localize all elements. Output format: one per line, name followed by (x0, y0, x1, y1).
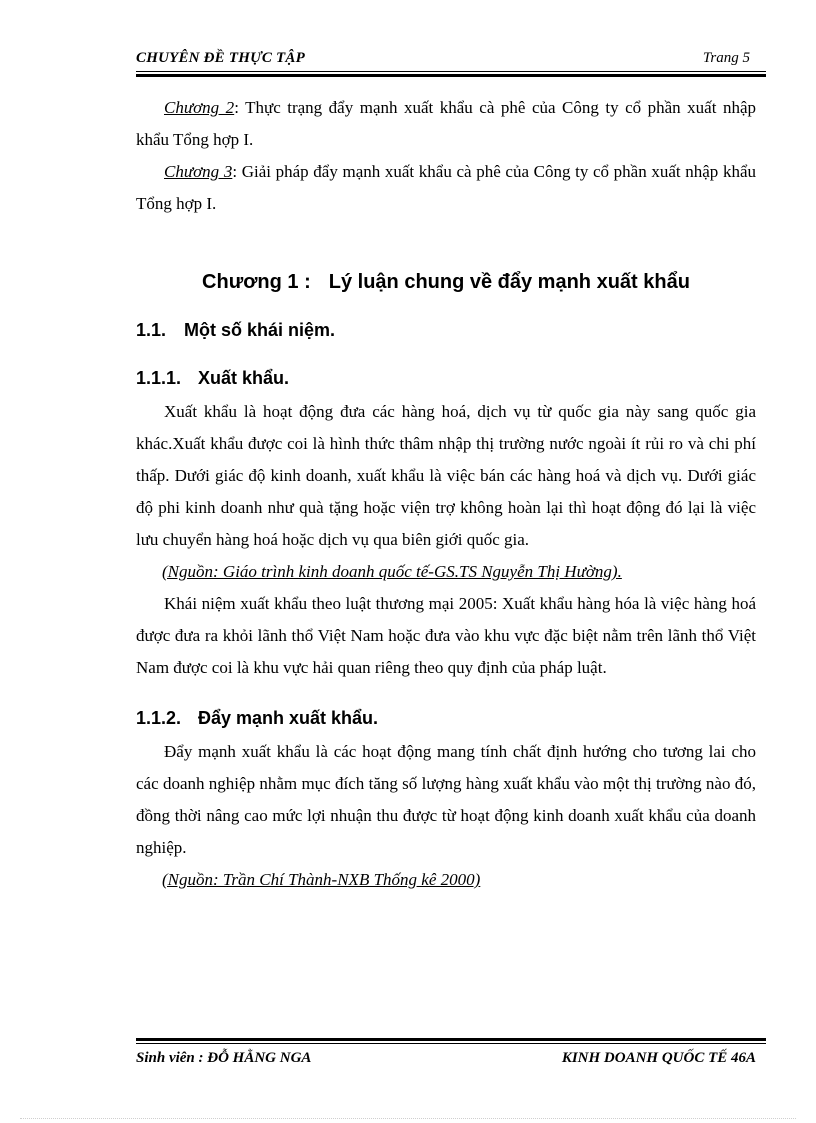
section-1-1-2-number: 1.1.2. (136, 708, 182, 728)
export-promotion-paragraph: Đẩy mạnh xuất khẩu là các hoạt động mang tính chất định hướng cho tương lai cho các doanh nghiệp nhằm mục đích tăng số lượng hàng xuất khẩu vào một thị trường nào đó, đồng thời nâng cao mức lợi nhuận thu được từ hoạt động kinh doanh xuất khẩu của doanh nghiệp. (136, 742, 756, 857)
section-1-1-2-title: Đẩy mạnh xuất khẩu. (198, 708, 379, 728)
header-rule (136, 71, 766, 79)
chapter-number: Chương 1 : (202, 271, 311, 293)
chapter-2-label: Chương 2 (164, 98, 235, 117)
export-definition-paragraph: Xuất khẩu là hoạt động đưa các hàng hoá, dịch vụ từ quốc gia này sang quốc gia khác.Xuất khẩu được coi là hình thức thâm nhập thị trường nước ngoài ít rủi ro và chi phí thấp. Dưới giác độ kinh doanh, xuất khẩu là việc bán các hàng hoá và dịch vụ. Dưới giác độ phi kinh doanh như quà tặng hoặc viện trợ không hoàn lại thì hoạt động đó lại là việc lưu chuyển hàng hoá hoặc dịch vụ qua biên giới quốc gia. (136, 402, 756, 549)
export-definition-citation: (Nguồn: Giáo trình kinh doanh quốc tế-GS.TS Nguyễn Thị Hường). (162, 562, 622, 581)
page-header (136, 48, 766, 70)
chapter-2-text: : Thực trạng đẩy mạnh xuất khẩu cà phê của Công ty cổ phần xuất nhập khẩu Tổng hợp I. (136, 98, 756, 149)
chapter-heading (136, 268, 756, 296)
header-page-number: Trang 5 (702, 50, 750, 66)
header-title: CHUYÊN ĐỀ THỰC TẬP (136, 50, 305, 66)
section-1-1-1-title: Xuất khẩu. (198, 368, 290, 388)
page-body (136, 92, 756, 896)
section-1-1-1-heading (136, 364, 756, 392)
chapter-title: Lý luận chung về đẩy mạnh xuất khẩu (328, 271, 690, 293)
footer-class: KINH DOANH QUỐC TẾ 46A (561, 1050, 756, 1066)
section-1-1-title: Một số khái niệm. (184, 320, 336, 340)
section-1-1-number: 1.1. (136, 320, 167, 340)
export-law-paragraph: Khái niệm xuất khẩu theo luật thương mại 2005: Xuất khẩu hàng hóa là việc hàng hoá được đưa ra khỏi lãnh thổ Việt Nam hoặc đưa vào khu vực đặc biệt nằm trên lãnh thổ Việt Nam được coi là khu vực hải quan riêng theo quy định của pháp luật. (136, 594, 756, 677)
footer-rule (136, 1038, 766, 1046)
intro-chapter-2 (136, 92, 756, 156)
section-1-1-1-number: 1.1.1. (136, 368, 182, 388)
intro-chapter-3 (136, 156, 756, 220)
footer-student: Sinh viên : ĐỖ HẰNG NGA (136, 1050, 312, 1066)
export-promotion-citation: (Nguồn: Trần Chí Thành-NXB Thống kê 2000) (162, 870, 481, 889)
page-edge-divider (20, 1118, 796, 1119)
chapter-3-text: : Giải pháp đẩy mạnh xuất khẩu cà phê của Công ty cổ phần xuất nhập khẩu Tổng hợp I. (136, 162, 756, 213)
section-1-1-2-heading (136, 704, 756, 732)
page-footer (136, 1050, 766, 1072)
chapter-3-label: Chương 3 (164, 162, 233, 181)
section-1-1-heading (136, 316, 756, 344)
